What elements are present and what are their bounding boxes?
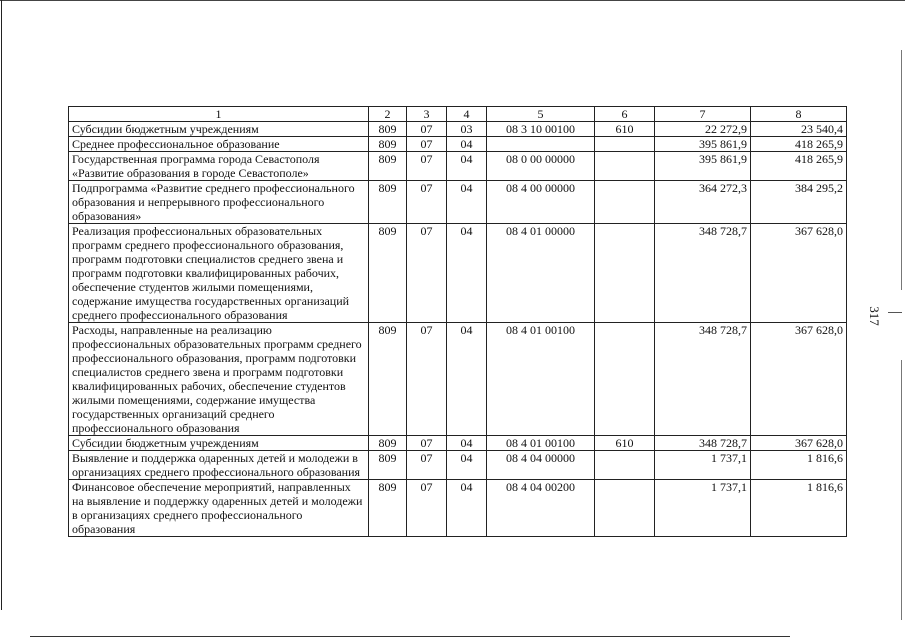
- column-header: 7: [655, 107, 751, 122]
- amount-col7: 1 737,1: [655, 451, 751, 480]
- scan-border-right: [901, 360, 902, 620]
- expense-type-code: [595, 480, 655, 537]
- amount-col8: 384 295,2: [751, 181, 847, 224]
- section-code: 07: [407, 436, 447, 451]
- amount-col8: 367 628,0: [751, 224, 847, 323]
- target-code: 08 4 01 00000: [487, 224, 595, 323]
- ministry-code: 809: [369, 224, 407, 323]
- amount-col7: 395 861,9: [655, 152, 751, 181]
- row-name: Государственная программа города Севастополя «Развитие образования в городе Севастополе»: [69, 152, 369, 181]
- target-code: 08 4 04 00000: [487, 451, 595, 480]
- amount-col7: 348 728,7: [655, 323, 751, 436]
- subsection-code: 04: [447, 436, 487, 451]
- table-row: [69, 323, 847, 436]
- section-code: 07: [407, 224, 447, 323]
- table-row: [69, 122, 847, 137]
- expense-type-code: [595, 137, 655, 152]
- section-code: 07: [407, 122, 447, 137]
- amount-col8: 367 628,0: [751, 323, 847, 436]
- expense-type-code: [595, 224, 655, 323]
- ministry-code: 809: [369, 451, 407, 480]
- expense-type-code: [595, 152, 655, 181]
- target-code: 08 4 01 00100: [487, 323, 595, 436]
- ministry-code: 809: [369, 480, 407, 537]
- section-code: 07: [407, 451, 447, 480]
- subsection-code: 04: [447, 152, 487, 181]
- row-name: Подпрограмма «Развитие среднего профессионального образования и непрерывного профессионального образования»: [69, 181, 369, 224]
- amount-col8: 367 628,0: [751, 436, 847, 451]
- amount-col7: 1 737,1: [655, 480, 751, 537]
- ministry-code: 809: [369, 122, 407, 137]
- table-row: [69, 480, 847, 537]
- expense-type-code: [595, 323, 655, 436]
- expense-type-code: 610: [595, 436, 655, 451]
- expense-type-code: [595, 451, 655, 480]
- ministry-code: 809: [369, 181, 407, 224]
- row-name: Реализация профессиональных образовательных программ среднего профессионального образования, программ подготовки специалистов среднего звена и программ подготовки квалифицированных рабочих, обеспечение студентов жилыми помещениями, содержание имущества государственных организаций среднего профессионального образования: [69, 224, 369, 323]
- target-code: 08 4 00 00000: [487, 181, 595, 224]
- ministry-code: 809: [369, 323, 407, 436]
- ministry-code: 809: [369, 152, 407, 181]
- subsection-code: 04: [447, 181, 487, 224]
- expense-type-code: [595, 181, 655, 224]
- row-name: Среднее профессиональное образование: [69, 137, 369, 152]
- column-header: 1: [69, 107, 369, 122]
- target-code: [487, 137, 595, 152]
- row-name: Субсидии бюджетным учреждениям: [69, 122, 369, 137]
- scan-border-right: [901, 50, 902, 290]
- target-code: 08 3 10 00100: [487, 122, 595, 137]
- amount-col7: 364 272,3: [655, 181, 751, 224]
- scan-border-top: [0, 0, 905, 1]
- margin-mark: [888, 312, 902, 313]
- amount-col8: 1 816,6: [751, 451, 847, 480]
- target-code: 08 0 00 00000: [487, 152, 595, 181]
- row-name: Выявление и поддержка одаренных детей и молодежи в организациях среднего профессионального образования: [69, 451, 369, 480]
- table-row: [69, 152, 847, 181]
- amount-col7: 395 861,9: [655, 137, 751, 152]
- amount-col8: 23 540,4: [751, 122, 847, 137]
- column-header: 2: [369, 107, 407, 122]
- amount-col8: 418 265,9: [751, 152, 847, 181]
- table-row: [69, 224, 847, 323]
- column-header: 4: [447, 107, 487, 122]
- table-row: [69, 436, 847, 451]
- budget-table: [68, 106, 847, 537]
- target-code: 08 4 01 00100: [487, 436, 595, 451]
- header-row: [69, 107, 847, 122]
- section-code: 07: [407, 137, 447, 152]
- expense-type-code: 610: [595, 122, 655, 137]
- scan-border-bottom: [30, 636, 790, 637]
- subsection-code: 04: [447, 480, 487, 537]
- amount-col7: 348 728,7: [655, 436, 751, 451]
- amount-col7: 22 272,9: [655, 122, 751, 137]
- table-row: [69, 451, 847, 480]
- section-code: 07: [407, 480, 447, 537]
- scan-border-left: [1, 0, 2, 610]
- subsection-code: 04: [447, 323, 487, 436]
- row-name: Субсидии бюджетным учреждениям: [69, 436, 369, 451]
- section-code: 07: [407, 323, 447, 436]
- column-header: 8: [751, 107, 847, 122]
- table-row: [69, 181, 847, 224]
- column-header: 6: [595, 107, 655, 122]
- subsection-code: 03: [447, 122, 487, 137]
- subsection-code: 04: [447, 224, 487, 323]
- table-row: [69, 137, 847, 152]
- subsection-code: 04: [447, 451, 487, 480]
- column-header: 5: [487, 107, 595, 122]
- row-name: Расходы, направленные на реализацию профессиональных образовательных программ среднего профессионального образования, программ подготовки специалистов среднего звена и программ подготовки квалифицированных рабочих, обеспечение студентов жилыми помещениями, содержание имущества государственных организаций среднего профессионального образования: [69, 323, 369, 436]
- subsection-code: 04: [447, 137, 487, 152]
- amount-col8: 1 816,6: [751, 480, 847, 537]
- section-code: 07: [407, 181, 447, 224]
- row-name: Финансовое обеспечение мероприятий, направленных на выявление и поддержку одаренных детей и молодежи в организациях среднего профессионального образования: [69, 480, 369, 537]
- amount-col8: 418 265,9: [751, 137, 847, 152]
- ministry-code: 809: [369, 436, 407, 451]
- amount-col7: 348 728,7: [655, 224, 751, 323]
- target-code: 08 4 04 00200: [487, 480, 595, 537]
- section-code: 07: [407, 152, 447, 181]
- page-number: 317: [866, 306, 882, 326]
- column-header: 3: [407, 107, 447, 122]
- ministry-code: 809: [369, 137, 407, 152]
